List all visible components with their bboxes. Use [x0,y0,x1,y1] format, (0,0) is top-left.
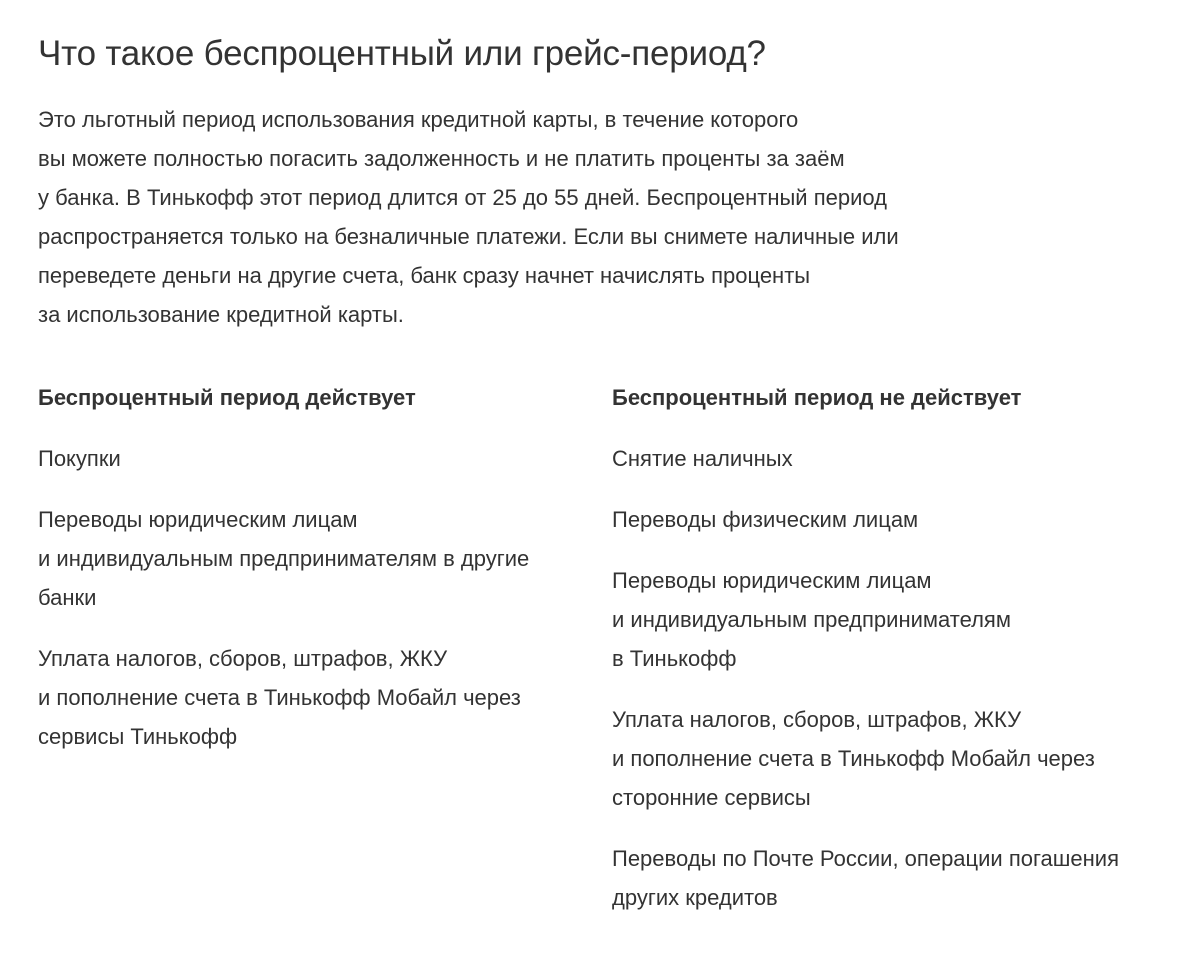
list-item [38,439,598,478]
list-item [612,561,1172,678]
list-item-line: Переводы юридическим лицам [38,507,358,532]
article-title: Что такое беспроцентный или грейс-период? [38,34,766,73]
intro-line: переведете деньги на другие счета, банк сразу начнет начислять проценты [38,263,811,288]
list-item-line: банки [38,585,97,610]
list-item [38,500,598,617]
list-item-line: Переводы физическим лицам [612,507,919,532]
list-item [612,500,1172,539]
intro-line: вы можете полностью погасить задолженность и не платить проценты за заём [38,146,845,171]
list-item-line: Снятие наличных [612,446,793,471]
list-item-line: Покупки [38,446,121,471]
list-item-line: и индивидуальным предпринимателям [612,607,1011,632]
list-item-line: и индивидуальным предпринимателям в другие [38,546,530,571]
list-item-line: других кредитов [612,885,778,910]
applies-list [38,439,598,756]
intro-line: у банка. В Тинькофф этот период длится от 25 до 55 дней. Беспроцентный период [38,185,887,210]
list-item-line: сторонние сервисы [612,785,811,810]
intro-paragraph [38,100,1178,334]
list-item [612,700,1172,817]
applies-column [38,378,598,778]
intro-line: распространяется только на безналичные платежи. Если вы снимете наличные или [38,224,899,249]
list-item-line: сервисы Тинькофф [38,724,238,749]
list-item [612,439,1172,478]
applies-heading: Беспроцентный период действует [38,385,416,410]
list-item-line: Переводы юридическим лицам [612,568,932,593]
intro-line: Это льготный период использования кредитной карты, в течение которого [38,107,799,132]
list-item [612,839,1172,917]
list-item-line: в Тинькофф [612,646,737,671]
not-applies-list [612,439,1172,917]
list-item-line: и пополнение счета в Тинькофф Мобайл через [612,746,1095,771]
list-item-line: и пополнение счета в Тинькофф Мобайл через [38,685,521,710]
list-item-line: Уплата налогов, сборов, штрафов, ЖКУ [38,646,448,671]
list-item [38,639,598,756]
intro-line: за использование кредитной карты. [38,302,404,327]
list-item-line: Уплата налогов, сборов, штрафов, ЖКУ [612,707,1022,732]
list-item-line: Переводы по Почте России, операции погашения [612,846,1119,871]
not-applies-column [612,378,1172,939]
article [38,30,1178,910]
not-applies-heading: Беспроцентный период не действует [612,385,1022,410]
